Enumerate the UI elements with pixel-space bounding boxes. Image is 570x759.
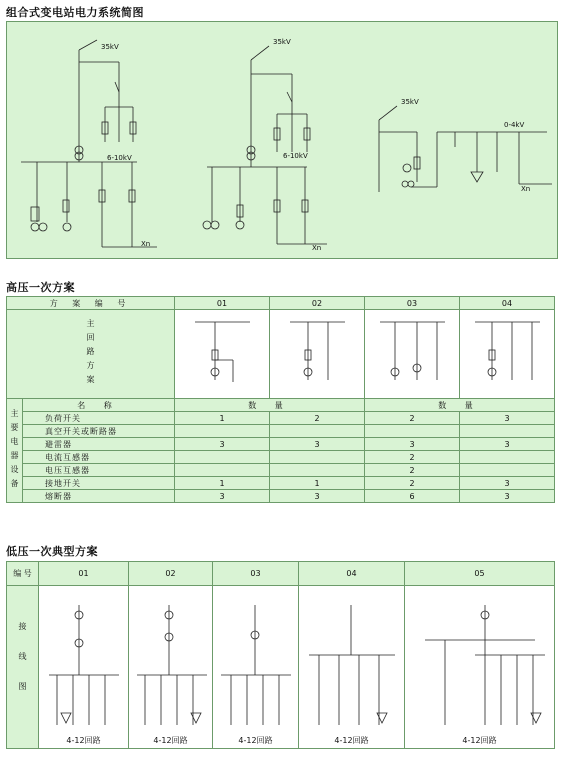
name-header: 名 称 <box>23 399 175 412</box>
section-title-lv-scheme: 低压一次典型方案 <box>6 545 98 558</box>
system-diagram-panel <box>6 21 558 259</box>
header-no: 编 号 <box>7 562 39 586</box>
cell <box>460 425 555 438</box>
label-6-10kv-b: 6-10kV <box>283 152 308 160</box>
qty-header-left: 数 量 <box>175 399 365 412</box>
cell: 3 <box>365 438 460 451</box>
label-35kv-b: 35kV <box>273 38 291 46</box>
circuit-04 <box>460 310 555 399</box>
cell: 2 <box>365 464 460 477</box>
lv-header-02: 02 <box>129 562 213 586</box>
cell <box>175 425 270 438</box>
cell: 1 <box>175 477 270 490</box>
header-01: 01 <box>175 297 270 310</box>
label-6-10kv-a: 6-10kV <box>107 154 132 162</box>
hv-scheme-table <box>6 296 555 503</box>
circuit-03 <box>365 310 460 399</box>
label-xn-a: Xn <box>141 240 151 248</box>
device-group-label: 主要电器设备 <box>10 408 19 493</box>
row-name: 熔断器 <box>23 490 175 503</box>
circuit-02 <box>270 310 365 399</box>
cell: 6 <box>365 490 460 503</box>
circuit-01 <box>175 310 270 399</box>
cell: 1 <box>270 477 365 490</box>
diagram-a <box>21 40 157 247</box>
cell: 3 <box>460 438 555 451</box>
header-04: 04 <box>460 297 555 310</box>
diagram-c <box>379 106 552 192</box>
row-name: 接地开关 <box>23 477 175 490</box>
cell: 3 <box>270 490 365 503</box>
label-35kv-a: 35kV <box>101 43 119 51</box>
cell: 3 <box>460 477 555 490</box>
cell: 3 <box>460 490 555 503</box>
label-0-4kv: 0-4kV <box>504 121 525 129</box>
loops-label-01: 4-12回路 <box>66 736 101 745</box>
loops-label-05: 4-12回路 <box>462 736 497 745</box>
loops-label-04: 4-12回路 <box>334 736 369 745</box>
main-circuit-label: 主回路方案 <box>86 319 95 389</box>
lv-header-03: 03 <box>213 562 299 586</box>
header-02: 02 <box>270 297 365 310</box>
lv-circuit-03 <box>213 586 299 749</box>
cell <box>175 451 270 464</box>
cell <box>175 464 270 477</box>
row-name: 电压互感器 <box>23 464 175 477</box>
system-diagram <box>7 22 557 258</box>
cell <box>270 451 365 464</box>
lv-header-04: 04 <box>299 562 405 586</box>
section-title-system-diagram: 组合式变电站电力系统简图 <box>6 6 144 19</box>
cell: 3 <box>175 438 270 451</box>
cell: 2 <box>365 451 460 464</box>
row-name: 避雷器 <box>23 438 175 451</box>
diagram-b <box>203 46 327 244</box>
label-xn-c: Xn <box>521 185 531 193</box>
cell: 2 <box>270 412 365 425</box>
cell: 2 <box>365 412 460 425</box>
lv-circuit-02 <box>129 586 213 749</box>
cell: 2 <box>365 477 460 490</box>
header-03: 03 <box>365 297 460 310</box>
cell <box>270 425 365 438</box>
cell <box>270 464 365 477</box>
cell <box>460 464 555 477</box>
lv-scheme-table <box>6 561 555 749</box>
row-name: 电流互感器 <box>23 451 175 464</box>
cell <box>365 425 460 438</box>
cell: 3 <box>460 412 555 425</box>
lv-circuit-04 <box>299 586 405 749</box>
section-title-hv-scheme: 高压一次方案 <box>6 281 75 294</box>
qty-header-right: 数 量 <box>365 399 555 412</box>
cell <box>460 451 555 464</box>
lv-header-05: 05 <box>405 562 555 586</box>
cell: 3 <box>270 438 365 451</box>
cell: 3 <box>175 490 270 503</box>
row-name: 真空开关或断路器 <box>23 425 175 438</box>
label-xn-b: Xn <box>312 244 322 252</box>
loops-label-02: 4-12回路 <box>153 736 188 745</box>
cell: 1 <box>175 412 270 425</box>
lv-circuit-05 <box>405 586 555 749</box>
loops-label-03: 4-12回路 <box>238 736 273 745</box>
header-scheme-no: 方 案 编 号 <box>7 297 175 310</box>
lv-header-01: 01 <box>39 562 129 586</box>
row-name: 负荷开关 <box>23 412 175 425</box>
wiring-label: 接线图 <box>18 622 27 712</box>
label-35kv-c: 35kV <box>401 98 419 106</box>
lv-circuit-01 <box>39 586 129 749</box>
